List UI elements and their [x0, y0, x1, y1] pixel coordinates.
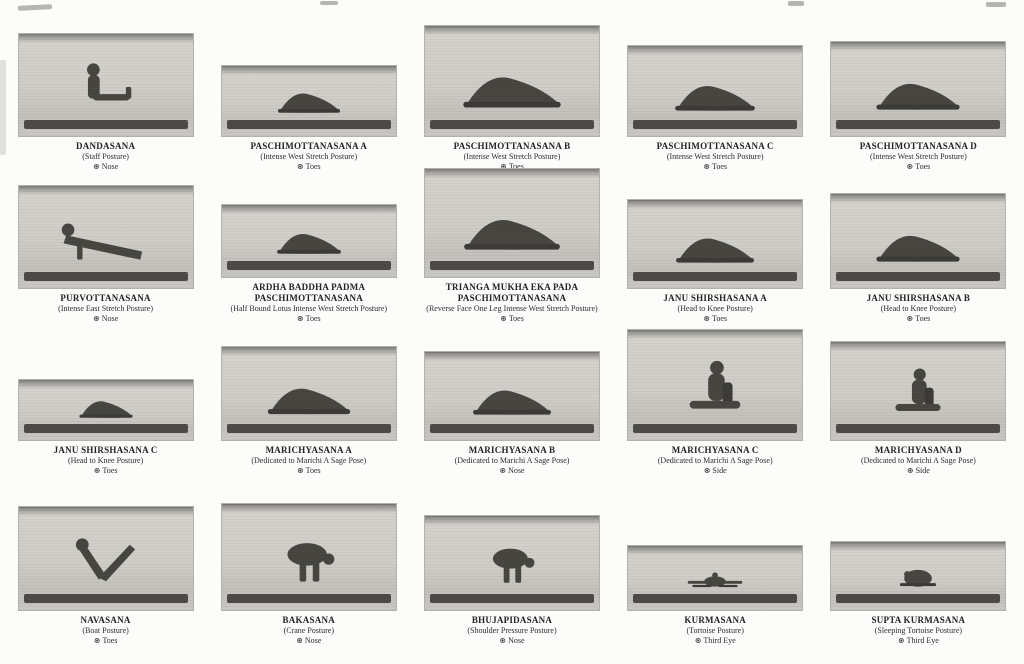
pose-english-name: (Sleeping Tortoise Posture) [874, 625, 963, 635]
pose-name: MARICHYASANA C [671, 444, 759, 455]
yogi-silhouette [628, 66, 802, 122]
yogi-silhouette [425, 196, 599, 263]
yogi-silhouette [831, 63, 1005, 121]
pose-name: TRIANGA MUKHA EKA PADA PASCHIMOTTANASANA [445, 281, 579, 303]
pose-card [207, 172, 410, 324]
pose-gaze [867, 314, 971, 324]
yogi-silhouette [222, 530, 396, 596]
gaze-label: Toes [508, 314, 524, 324]
pose-photo [221, 65, 397, 137]
drishti-icon: ⊛ [296, 162, 304, 172]
pose-name: JANU SHIRSHASANA C [53, 444, 158, 455]
pose-caption [663, 293, 767, 324]
pose-english-name: (Shoulder Pressure Posture) [467, 625, 557, 635]
pose-name: PASCHIMOTTANASANA A [250, 140, 368, 151]
pose-caption [426, 282, 598, 324]
gaze-label: Toes [712, 162, 728, 172]
pose-english-name: (Head to Knee Posture) [67, 455, 144, 465]
yogi-silhouette [628, 357, 802, 425]
pose-photo [424, 351, 600, 441]
pose-gaze [58, 314, 153, 324]
pose-name: NAVASANA [80, 614, 131, 625]
pose-name: MARICHYASANA B [468, 444, 556, 455]
pose-english-name: (Staff Posture) [82, 151, 129, 161]
pose-gaze [81, 636, 131, 646]
yoga-mat [24, 424, 188, 433]
pose-caption [76, 141, 135, 172]
pose-card [410, 324, 613, 476]
pose-grid [4, 14, 1020, 646]
pose-name: BHUJAPIDASANA [471, 614, 553, 625]
scan-artifact [788, 1, 804, 6]
pose-card [410, 476, 613, 646]
yoga-mat [430, 261, 594, 270]
yoga-mat [24, 272, 188, 281]
yoga-mat [836, 594, 1000, 603]
pose-photo [424, 168, 600, 278]
pose-card [207, 476, 410, 646]
pose-photo [830, 541, 1006, 611]
pose-caption [223, 282, 395, 324]
pose-gaze [860, 162, 977, 172]
pose-caption [871, 615, 965, 646]
pose-gaze [657, 162, 774, 172]
pose-english-name: (Dedicated to Marichi A Sage Pose) [657, 455, 773, 465]
pose-caption [283, 615, 336, 646]
pose-name: PASCHIMOTTANASANA D [859, 140, 977, 151]
yogi-silhouette [831, 365, 1005, 426]
drishti-icon: ⊛ [703, 466, 711, 476]
pose-name: BAKASANA [282, 614, 336, 625]
gaze-label: Toes [305, 314, 321, 324]
yoga-mat [633, 424, 797, 433]
yoga-mat [836, 120, 1000, 129]
yogi-silhouette [831, 553, 1005, 595]
gaze-label: Side [712, 466, 727, 476]
yoga-mat [227, 261, 391, 270]
scan-artifact [18, 4, 52, 11]
pose-gaze [426, 314, 598, 324]
pose-english-name: (Dedicated to Marichi A Sage Pose) [454, 455, 570, 465]
pose-photo [830, 41, 1006, 137]
pose-english-name: (Dedicated to Marichi A Sage Pose) [860, 455, 976, 465]
gaze-label: Toes [102, 636, 118, 646]
gaze-label: Nose [508, 636, 525, 646]
pose-photo [627, 45, 803, 137]
pose-photo [830, 341, 1006, 441]
scan-artifact [320, 1, 338, 5]
pose-caption [467, 615, 556, 646]
pose-card [817, 14, 1020, 172]
drishti-icon: ⊛ [296, 636, 303, 646]
pose-card [817, 476, 1020, 646]
gaze-label: Third Eye [906, 636, 939, 646]
pose-gaze [250, 162, 367, 172]
pose-gaze [283, 636, 336, 646]
pose-photo [627, 199, 803, 289]
pose-card [207, 14, 410, 172]
pose-english-name: (Tortoise Posture) [686, 625, 744, 635]
pose-photo [18, 506, 194, 611]
pose-caption [455, 445, 570, 476]
pose-photo [424, 25, 600, 137]
pose-card [614, 476, 817, 646]
pose-gaze [658, 466, 773, 476]
pose-gaze [251, 466, 366, 476]
pose-english-name: (Intense West Stretch Posture) [463, 151, 561, 161]
gaze-label: Toes [102, 466, 118, 476]
drishti-icon: ⊛ [906, 162, 914, 172]
gaze-label: Third Eye [703, 636, 736, 646]
pose-english-name: (Boat Posture) [82, 625, 129, 635]
pose-photo [830, 193, 1006, 289]
pose-english-name: (Intense West Stretch Posture) [870, 151, 967, 161]
yoga-mat [633, 272, 797, 281]
drishti-icon: ⊛ [93, 162, 100, 172]
yogi-silhouette [222, 368, 396, 426]
pose-card [817, 172, 1020, 324]
pose-english-name: (Crane Posture) [283, 625, 334, 635]
yogi-silhouette [425, 53, 599, 121]
gaze-label: Nose [101, 162, 119, 172]
pose-name: MARICHYASANA A [265, 444, 352, 455]
pose-photo [627, 545, 803, 611]
yogi-silhouette [425, 371, 599, 426]
drishti-icon: ⊛ [897, 636, 905, 646]
pose-card [4, 14, 207, 172]
yoga-mat [633, 594, 797, 603]
yogi-silhouette [222, 78, 396, 121]
pose-caption [81, 615, 131, 646]
pose-gaze [861, 466, 976, 476]
pose-gaze [54, 466, 158, 476]
yoga-mat [633, 120, 797, 129]
gaze-label: Nose [304, 636, 322, 646]
gaze-label: Toes [915, 314, 931, 324]
pose-english-name: (Intense East Stretch Posture) [58, 303, 154, 313]
scan-artifact [0, 60, 6, 155]
drishti-icon: ⊛ [906, 466, 914, 476]
pose-gaze [663, 314, 767, 324]
gaze-label: Toes [712, 314, 728, 324]
pose-name: JANU SHIRSHASANA B [866, 292, 971, 303]
pose-card [4, 172, 207, 324]
yogi-silhouette [628, 219, 802, 274]
pose-english-name: (Half Bound Lotus Intense West Stretch Posture) [230, 303, 388, 313]
pose-photo [18, 379, 194, 441]
pose-photo [221, 503, 397, 611]
pose-card [207, 324, 410, 476]
pose-card [410, 172, 613, 324]
pose-name: PASCHIMOTTANASANA B [453, 140, 571, 151]
pose-card [614, 172, 817, 324]
yoga-mat [430, 424, 594, 433]
pose-card [614, 14, 817, 172]
pose-gaze [455, 466, 570, 476]
yogi-silhouette [19, 210, 193, 273]
drishti-icon: ⊛ [906, 314, 914, 324]
pose-name: ARDHA BADDHA PADMA PASCHIMOTTANASANA [252, 281, 366, 303]
yoga-mat [227, 594, 391, 603]
gaze-label: Side [915, 466, 930, 476]
drishti-icon: ⊛ [499, 636, 507, 646]
yogi-silhouette [425, 537, 599, 595]
pose-gaze [76, 162, 135, 172]
drishti-icon: ⊛ [694, 636, 702, 646]
yogi-silhouette [628, 556, 802, 596]
pose-english-name: (Intense West Stretch Posture) [666, 151, 764, 161]
yoga-mat [227, 120, 391, 129]
gaze-label: Toes [305, 466, 321, 476]
pose-name: KURMASANA [684, 614, 747, 625]
pose-name: PURVOTTANASANA [60, 292, 151, 303]
pose-card [614, 324, 817, 476]
drishti-icon: ⊛ [499, 466, 507, 476]
pose-caption [684, 615, 746, 646]
pose-english-name: (Intense West Stretch Posture) [260, 151, 358, 161]
pose-card [410, 14, 613, 172]
pose-name: PASCHIMOTTANASANA C [656, 140, 774, 151]
yoga-mat [836, 424, 1000, 433]
yoga-mat [227, 424, 391, 433]
yoga-mat [430, 594, 594, 603]
pose-card [817, 324, 1020, 476]
pose-english-name: (Reverse Face One Leg Intense West Stretch Posture) [426, 303, 598, 313]
pose-photo [221, 204, 397, 278]
drishti-icon: ⊛ [500, 314, 507, 324]
pose-caption [251, 445, 366, 476]
drishti-icon: ⊛ [703, 314, 711, 324]
pose-caption [658, 445, 773, 476]
drishti-icon: ⊛ [93, 466, 101, 476]
pose-caption [657, 141, 774, 172]
yoga-mat [836, 272, 1000, 281]
yoga-mat [24, 594, 188, 603]
pose-gaze [223, 314, 395, 324]
drishti-icon: ⊛ [93, 636, 101, 646]
pose-name: SUPTA KURMASANA [871, 614, 966, 625]
pose-photo [18, 33, 194, 137]
gaze-label: Toes [915, 162, 931, 172]
drishti-icon: ⊛ [296, 314, 304, 324]
pose-english-name: (Head to Knee Posture) [880, 303, 957, 313]
pose-english-name: (Head to Knee Posture) [677, 303, 753, 313]
pose-english-name: (Dedicated to Marichi A Sage Pose) [251, 455, 367, 465]
yogi-silhouette [19, 58, 193, 121]
yoga-mat [24, 120, 188, 129]
yogi-silhouette [19, 388, 193, 425]
pose-photo [221, 346, 397, 441]
gaze-label: Toes [305, 162, 321, 172]
pose-card [4, 476, 207, 646]
pose-caption [54, 445, 158, 476]
pose-photo [627, 329, 803, 441]
pose-card [4, 324, 207, 476]
pose-photo [424, 515, 600, 611]
pose-caption [58, 293, 153, 324]
yogi-silhouette [19, 532, 193, 596]
scan-artifact [986, 2, 1006, 7]
pose-name: MARICHYASANA D [874, 444, 962, 455]
drishti-icon: ⊛ [296, 466, 304, 476]
drishti-icon: ⊛ [93, 314, 100, 324]
pose-gaze [684, 636, 746, 646]
pose-gaze [467, 636, 556, 646]
pose-caption [861, 445, 976, 476]
pose-name: JANU SHIRSHASANA A [663, 292, 767, 303]
yogi-silhouette [222, 218, 396, 263]
gaze-label: Nose [101, 314, 119, 324]
pose-caption [250, 141, 367, 172]
drishti-icon: ⊛ [703, 162, 711, 172]
pose-photo [18, 185, 194, 289]
pose-name: DANDASANA [75, 140, 136, 151]
pose-caption [867, 293, 971, 324]
yogi-silhouette [831, 215, 1005, 273]
pose-gaze [871, 636, 965, 646]
yoga-mat [430, 120, 594, 129]
gaze-label: Nose [508, 466, 525, 476]
pose-caption [860, 141, 977, 172]
